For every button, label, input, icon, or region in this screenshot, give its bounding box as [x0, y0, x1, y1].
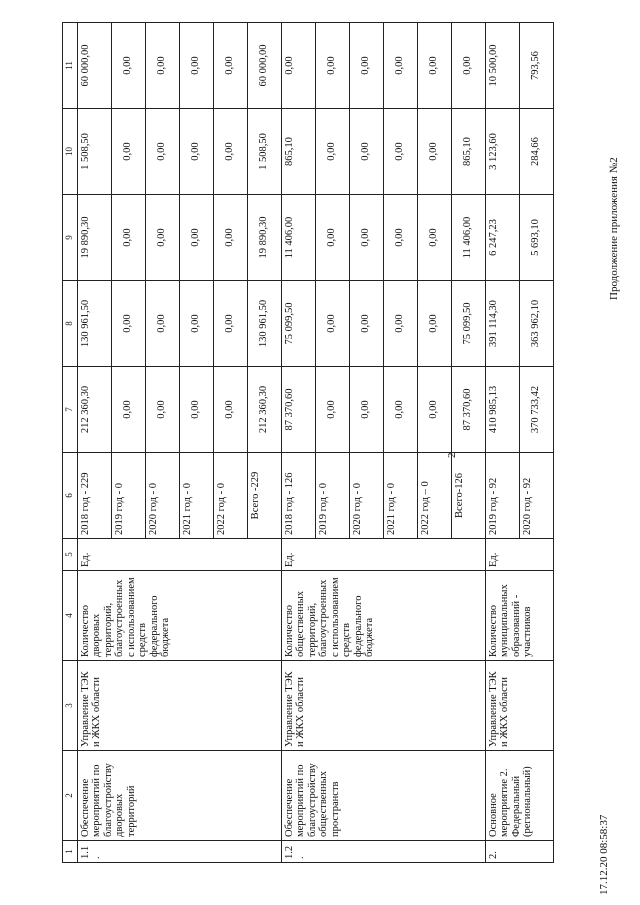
event-name: Основное мероприятие 2. Федеральный (региональный): [485, 751, 553, 841]
value-cell: 19 890,30: [77, 195, 111, 281]
item-number: 1.2.: [281, 841, 485, 863]
value-cell: 0,00: [315, 195, 349, 281]
value-cell: 0,00: [349, 367, 383, 453]
item-number: 2.: [485, 841, 553, 863]
unit-cell: Ед.: [77, 539, 281, 571]
value-cell: 0,00: [213, 367, 247, 453]
value-cell: 410 985,13: [485, 367, 519, 453]
executor-name: Управление ТЭК и ЖКХ области: [281, 661, 485, 751]
value-cell: 0,00: [383, 195, 417, 281]
value-cell: 0,00: [349, 23, 383, 109]
value-cell: 212 360,30: [247, 367, 281, 453]
value-cell: 0,00: [179, 195, 213, 281]
period-cell: 2022 год – 0: [417, 453, 451, 539]
value-cell: 1 508,50: [77, 109, 111, 195]
value-cell: 212 360,30: [77, 367, 111, 453]
value-cell: 1 508,50: [247, 109, 281, 195]
value-cell: 0,00: [179, 109, 213, 195]
value-cell: 0,00: [145, 195, 179, 281]
col-header: 4: [63, 571, 78, 661]
column-number-row: [63, 23, 78, 863]
value-cell: 0,00: [315, 281, 349, 367]
col-header: 5: [63, 539, 78, 571]
value-cell: 10 500,00: [485, 23, 519, 109]
period-cell: 2020 год - 0: [349, 453, 383, 539]
value-cell: 60 000,00: [77, 23, 111, 109]
col-header: 9: [63, 195, 78, 281]
item-number: 1.1.: [77, 841, 281, 863]
period-cell: 2019 год - 0: [315, 453, 349, 539]
indicator-name: Количество муниципальных образований - участников: [485, 571, 553, 661]
col-header: 1: [63, 841, 78, 863]
value-cell: 0,00: [349, 109, 383, 195]
col-header: 8: [63, 281, 78, 367]
table-row: [485, 23, 519, 863]
value-cell: 0,00: [145, 281, 179, 367]
value-cell: 0,00: [417, 281, 451, 367]
value-cell: 11 406,00: [281, 195, 315, 281]
indicator-name: Количество общественных территорий, благоустроенных с использованием средств федерального бюджета: [281, 571, 485, 661]
value-cell: 19 890,30: [247, 195, 281, 281]
value-cell: 0,00: [383, 23, 417, 109]
table-row: [77, 23, 111, 863]
value-cell: 0,00: [417, 195, 451, 281]
period-cell: Всего -229: [247, 453, 281, 539]
value-cell: 0,00: [213, 109, 247, 195]
print-timestamp: 17.12.20 08:58:37: [598, 814, 610, 895]
value-cell: 865,10: [281, 109, 315, 195]
value-cell: 284,66: [519, 109, 553, 195]
value-cell: 0,00: [349, 195, 383, 281]
value-cell: 0,00: [179, 367, 213, 453]
value-cell: 0,00: [417, 109, 451, 195]
value-cell: 0,00: [417, 23, 451, 109]
period-cell: 2020 год - 92: [519, 453, 553, 539]
value-cell: 75 099,50: [281, 281, 315, 367]
value-cell: 60 000,00: [247, 23, 281, 109]
value-cell: 11 406,00: [451, 195, 485, 281]
value-cell: 87 370,60: [451, 367, 485, 453]
unit-cell: Ед.: [281, 539, 485, 571]
value-cell: 130 961,50: [247, 281, 281, 367]
period-cell: 2018 год - 229: [77, 453, 111, 539]
appendix-table: [62, 22, 554, 863]
value-cell: 0,00: [383, 109, 417, 195]
value-cell: 75 099,50: [451, 281, 485, 367]
value-cell: 0,00: [417, 367, 451, 453]
col-header: 2: [63, 751, 78, 841]
value-cell: 0,00: [315, 23, 349, 109]
period-cell: 2021 год - 0: [383, 453, 417, 539]
col-header: 6: [63, 453, 78, 539]
value-cell: 0,00: [179, 281, 213, 367]
col-header: 7: [63, 367, 78, 453]
value-cell: 0,00: [111, 23, 145, 109]
executor-name: Управление ТЭК и ЖКХ области: [77, 661, 281, 751]
value-cell: 363 962,10: [519, 281, 553, 367]
value-cell: 0,00: [315, 109, 349, 195]
value-cell: 793,56: [519, 23, 553, 109]
value-cell: 5 693,10: [519, 195, 553, 281]
value-cell: 0,00: [111, 367, 145, 453]
continuation-note: Продолжение приложения №2: [608, 157, 620, 300]
table-row: [281, 23, 315, 863]
value-cell: 0,00: [315, 367, 349, 453]
value-cell: 370 733,42: [519, 367, 553, 453]
value-cell: 0,00: [111, 195, 145, 281]
value-cell: 0,00: [213, 23, 247, 109]
value-cell: 391 114,30: [485, 281, 519, 367]
period-cell: 2019 год - 92: [485, 453, 519, 539]
indicator-name: Количество дворовых территорий, благоустроенных с использованием средств федерального бюджета: [77, 571, 281, 661]
col-header: 10: [63, 109, 78, 195]
value-cell: 130 961,50: [77, 281, 111, 367]
period-cell: 2018 год - 126: [281, 453, 315, 539]
value-cell: 0,00: [383, 367, 417, 453]
value-cell: 0,00: [383, 281, 417, 367]
unit-cell: Ед.: [485, 539, 553, 571]
period-cell: 2020 год - 0: [145, 453, 179, 539]
value-cell: 0,00: [213, 281, 247, 367]
page-number: 2: [446, 452, 458, 458]
period-cell: 2019 год - 0: [111, 453, 145, 539]
period-cell: Всего-126: [451, 453, 485, 539]
value-cell: 0,00: [111, 281, 145, 367]
event-name: Обеспечение мероприятий по благоустройству дворовых территорий: [77, 751, 281, 841]
value-cell: 0,00: [349, 281, 383, 367]
value-cell: 87 370,60: [281, 367, 315, 453]
value-cell: 0,00: [111, 109, 145, 195]
period-cell: 2022 год - 0: [213, 453, 247, 539]
col-header: 11: [63, 23, 78, 109]
event-name: Обеспечение мероприятий по благоустройству общественных пространств: [281, 751, 485, 841]
value-cell: 0,00: [281, 23, 315, 109]
value-cell: 865,10: [451, 109, 485, 195]
value-cell: 6 247,23: [485, 195, 519, 281]
value-cell: 0,00: [451, 23, 485, 109]
period-cell: 2021 год - 0: [179, 453, 213, 539]
col-header: 3: [63, 661, 78, 751]
value-cell: 0,00: [145, 23, 179, 109]
value-cell: 0,00: [145, 109, 179, 195]
value-cell: 0,00: [179, 23, 213, 109]
executor-name: Управление ТЭК и ЖКХ области: [485, 661, 553, 751]
value-cell: 0,00: [213, 195, 247, 281]
value-cell: 0,00: [145, 367, 179, 453]
value-cell: 3 123,60: [485, 109, 519, 195]
